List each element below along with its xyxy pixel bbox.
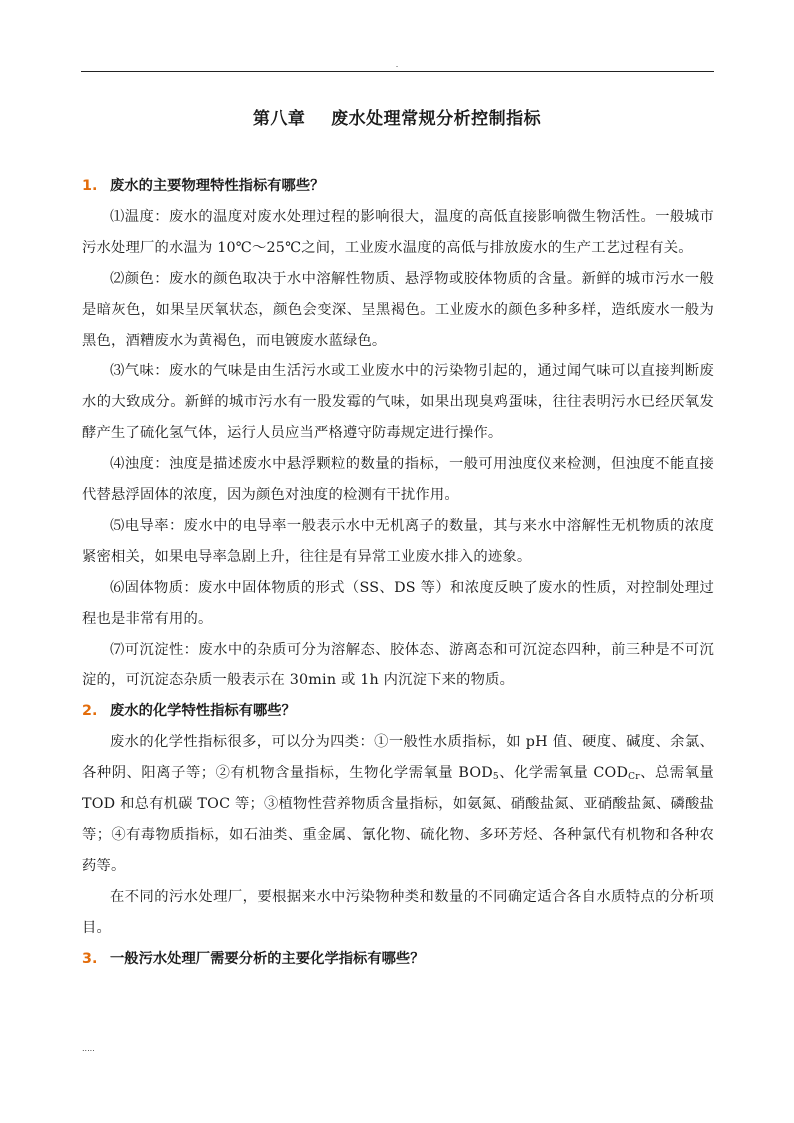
footer-dots: ..... bbox=[82, 1044, 95, 1053]
paragraph-odor: ⑶气味：废水的气味是由生活污水或工业废水中的污染物引起的，通过闻气味可以直接判断废水的大致成分。新鲜的城市污水有一股发霉的气味，如果出现臭鸡蛋味，往往表明污水已经厌氧发酵产生了硫化氢气体，运行人员应当严格遵守防毒规定进行操作。 bbox=[82, 363, 714, 442]
chem-text-1: 废水的化学性指标很多，可以分为四类：①一般性水质指标，如 pH 值、硬度、碱度、余氯、各种阴、阳离子等；②有机物含量指标，生物化学需氧量 BOD bbox=[82, 734, 714, 782]
chem-text-2: 、化学需氧量 COD bbox=[498, 765, 629, 782]
section-1-heading bbox=[82, 171, 714, 202]
paragraph-conductivity: ⑸电导率：废水中的电导率一般表示水中无机离子的数量，其与来水中溶解性无机物质的浓度紧密相关，如果电导率急剧上升，往往是有异常工业废水排入的迹象。 bbox=[82, 517, 714, 565]
paragraph-solids: ⑹固体物质：废水中固体物质的形式（SS、DS 等）和浓度反映了废水的性质，对控制处理过程也是非常有用的。 bbox=[82, 579, 714, 627]
paragraph-settleability: ⑺可沉淀性：废水中的杂质可分为溶解态、胶体态、游离态和可沉淀态四种，前三种是不可沉淀的，可沉淀态杂质一般表示在 30min 或 1h 内沉淀下来的物质。 bbox=[82, 641, 714, 689]
header-dot: . bbox=[395, 60, 399, 69]
section-number: 1. bbox=[82, 178, 98, 194]
paragraph-chemical-indicators bbox=[82, 727, 714, 882]
section-2-heading bbox=[82, 696, 714, 727]
bod-subscript: 5 bbox=[492, 772, 499, 783]
document-body bbox=[82, 171, 714, 975]
cod-subscript: Cr bbox=[628, 772, 640, 783]
section-3-heading bbox=[82, 944, 714, 975]
paragraph-analysis-items: 在不同的污水处理厂，要根据来水中污染物种类和数量的不同确定适合各自水质特点的分析项目。 bbox=[82, 888, 714, 936]
paragraph-temperature: ⑴温度：废水的温度对废水处理过程的影响很大，温度的高低直接影响微生物活性。一般城市污水处理厂的水温为 10℃～25℃之间，工业废水温度的高低与排放废水的生产工艺过程有关。 bbox=[82, 208, 714, 256]
section-question: 废水的化学特性指标有哪些？ bbox=[110, 703, 296, 720]
chapter-title: 第八章 废水处理常规分析控制指标 bbox=[252, 109, 542, 129]
section-question: 废水的主要物理特性指标有哪些？ bbox=[110, 178, 325, 194]
paragraph-color: ⑵颜色：废水的颜色取决于水中溶解性物质、悬浮物或胶体物质的含量。新鲜的城市污水一般是暗灰色，如果呈厌氧状态，颜色会变深、呈黑褐色。工业废水的颜色多种多样，造纸废水一般为黑色，酒糟废水为黄褐色，而电镀废水蓝绿色。 bbox=[82, 270, 714, 349]
header-rule bbox=[81, 71, 714, 72]
section-number: 3. bbox=[82, 950, 98, 967]
section-number: 2. bbox=[82, 703, 98, 720]
paragraph-turbidity: ⑷浊度：浊度是描述废水中悬浮颗粒的数量的指标，一般可用浊度仪来检测，但浊度不能直接代替悬浮固体的浓度，因为颜色对浊度的检测有干扰作用。 bbox=[82, 456, 714, 504]
section-question: 一般污水处理厂需要分析的主要化学指标有哪些？ bbox=[110, 950, 425, 967]
chem-text-3: 、总需氧量 TOD 和总有机碳 TOC 等；③植物性营养物质含量指标，如氨氮、硝酸盐氮、亚硝酸盐氮、磷酸盐等；④有毒物质指标，如石油类、重金属、氰化物、硫化物、多环芳烃、各种氯代有机物和各种农药等。 bbox=[82, 765, 714, 874]
